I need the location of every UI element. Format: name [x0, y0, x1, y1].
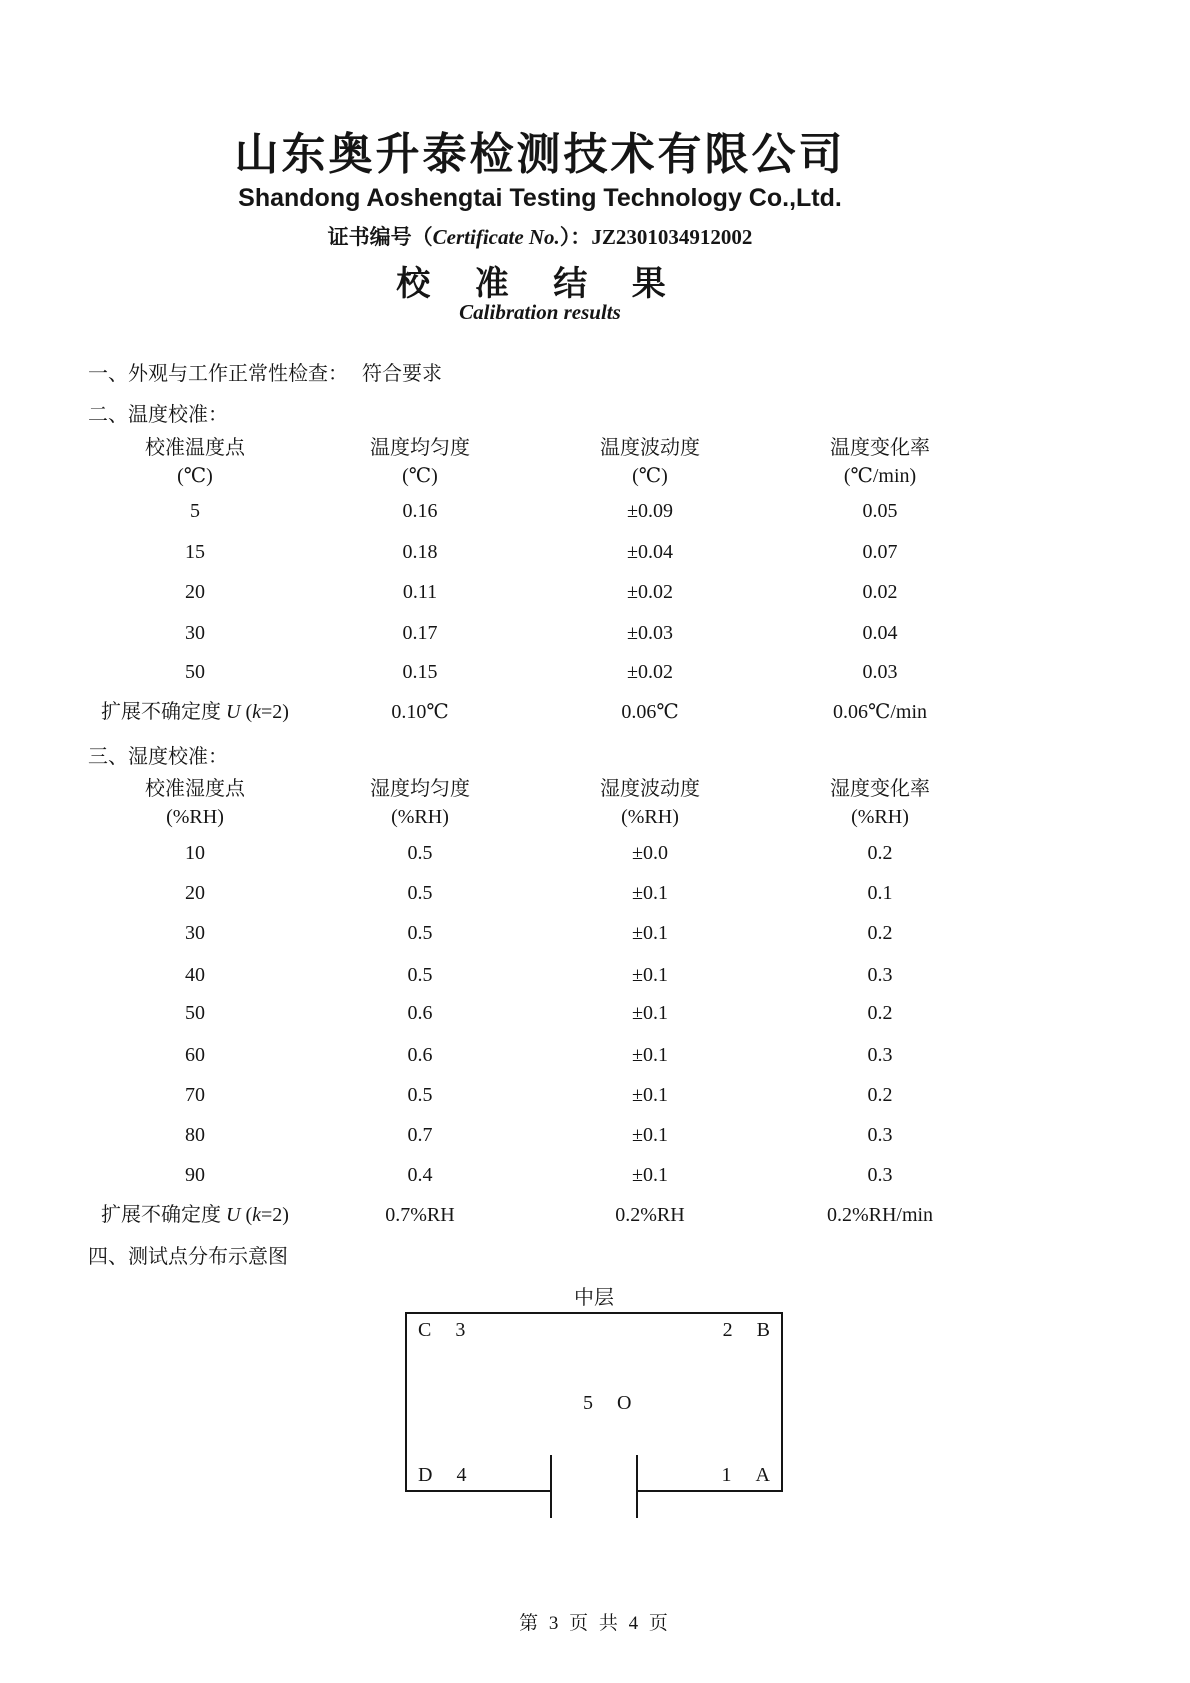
hum-cell: 50: [185, 1002, 205, 1024]
hum-unit: (%RH): [851, 806, 909, 828]
temp-uncertainty-label: [85, 699, 305, 725]
uncertainty-k: k: [252, 1204, 262, 1226]
hum-cell: 0.3: [867, 1044, 893, 1066]
hum-table-row: [85, 1162, 995, 1188]
temp-cell: 5: [190, 500, 200, 522]
hum-cell: ±0.0: [632, 842, 668, 864]
point-number: 4: [456, 1464, 467, 1486]
hum-table-row: [85, 1000, 995, 1026]
temp-unit: (℃): [177, 465, 213, 487]
uncertainty-u: U: [226, 701, 241, 723]
hum-cell: 0.4: [407, 1164, 433, 1186]
hum-cell: 0.6: [407, 1044, 433, 1066]
temp-cell: ±0.02: [627, 661, 673, 683]
point-number: 5: [583, 1392, 593, 1414]
temp-unit: (℃/min): [843, 465, 917, 487]
hum-cell: 0.5: [407, 964, 433, 986]
temp-table-units-row: [85, 463, 995, 489]
temp-table-row: [85, 620, 995, 646]
company-name-cn: 山东奥升泰检测技术有限公司: [234, 130, 846, 179]
temp-table-row: [85, 579, 995, 605]
company-name-en: Shandong Aoshengtai Testing Technology Co.,Ltd.: [238, 184, 842, 212]
uncertainty-text: (: [240, 1204, 253, 1226]
hum-uncertainty-row: [85, 1202, 995, 1228]
temp-table-row: [85, 498, 995, 524]
temp-cell: ±0.03: [627, 622, 673, 644]
temp-cell: 0.17: [402, 622, 438, 644]
hum-unit: (%RH): [621, 806, 679, 828]
temp-uncertainty-value: 0.10℃: [391, 701, 449, 723]
section-2-label: 二、温度校准：: [88, 404, 228, 426]
point-number: 3: [455, 1319, 466, 1341]
diagram-point-bottom-left: [418, 1462, 466, 1488]
temp-unit: (℃): [402, 465, 438, 487]
diagram-door-gap: [552, 1487, 636, 1495]
diagram-point-bottom-right: [650, 1462, 770, 1488]
section-3-label: 三、湿度校准：: [88, 746, 228, 768]
diagram-door-right-line: [636, 1455, 638, 1518]
diagram-layer-label: 中层: [574, 1287, 614, 1309]
hum-table-row: [85, 1082, 995, 1108]
certificate-number: JZ2301034912002: [591, 225, 753, 249]
certificate-suffix: ）：: [559, 225, 592, 249]
hum-table-row: [85, 840, 995, 866]
certificate-label-en: Certificate No.: [432, 225, 560, 249]
temp-cell: 0.11: [402, 581, 438, 603]
temp-cell: 0.15: [402, 661, 438, 683]
hum-cell: 20: [185, 882, 205, 904]
hum-uncertainty-value: 0.2%RH/min: [826, 1204, 934, 1226]
certificate-prefix: 证书编号（: [327, 225, 433, 249]
hum-header-uniformity: 湿度均匀度: [370, 778, 470, 800]
hum-cell: 0.3: [867, 1164, 893, 1186]
hum-table-row: [85, 962, 995, 988]
temp-cell: 20: [185, 581, 205, 603]
temp-cell: 0.18: [402, 541, 438, 563]
hum-cell: 0.6: [407, 1002, 433, 1024]
hum-cell: 0.3: [867, 1124, 893, 1146]
hum-cell: 0.1: [867, 882, 893, 904]
hum-cell: 0.7: [407, 1124, 433, 1146]
temp-cell: ±0.02: [627, 581, 673, 603]
point-label: C: [418, 1319, 432, 1341]
hum-cell: 30: [185, 922, 205, 944]
hum-cell: ±0.1: [632, 1124, 668, 1146]
page-number: 第 3 页 共 4 页: [519, 1613, 671, 1634]
hum-header-point: 校准湿度点: [145, 778, 245, 800]
diagram-point-top-right: [650, 1317, 770, 1343]
temp-cell: 0.16: [402, 500, 438, 522]
point-label: B: [756, 1319, 770, 1341]
hum-cell: ±0.1: [632, 1164, 668, 1186]
hum-cell: ±0.1: [632, 922, 668, 944]
certificate-line: [0, 221, 1080, 251]
temp-cell: ±0.04: [627, 541, 673, 563]
page-title-en: Calibration results: [459, 300, 621, 324]
hum-table-row: [85, 920, 995, 946]
hum-cell: ±0.1: [632, 964, 668, 986]
hum-uncertainty-value: 0.2%RH: [615, 1204, 685, 1226]
uncertainty-text: (: [240, 701, 253, 723]
hum-cell: 80: [185, 1124, 205, 1146]
diagram-point-center: [583, 1390, 631, 1416]
uncertainty-text: 扩展不确定度: [101, 1204, 227, 1226]
hum-cell: 40: [185, 964, 205, 986]
hum-table-header-row: [85, 776, 995, 802]
hum-cell: 90: [185, 1164, 205, 1186]
hum-cell: ±0.1: [632, 1084, 668, 1106]
hum-cell: 0.5: [407, 922, 433, 944]
temp-cell: 0.02: [862, 581, 898, 603]
temp-uncertainty-value: 0.06℃/min: [832, 701, 928, 723]
temp-cell: 0.07: [862, 541, 898, 563]
temp-unit: (℃): [632, 465, 668, 487]
hum-cell: ±0.1: [632, 1044, 668, 1066]
uncertainty-k: k: [252, 701, 262, 723]
hum-cell: ±0.1: [632, 882, 668, 904]
hum-table-row: [85, 880, 995, 906]
hum-cell: 0.2: [867, 842, 893, 864]
hum-cell: 0.2: [867, 922, 893, 944]
hum-table-row: [85, 1042, 995, 1068]
temp-header-fluctuation: 温度波动度: [600, 437, 700, 459]
hum-cell: 0.5: [407, 842, 433, 864]
temp-cell: 15: [185, 541, 205, 563]
uncertainty-text: 扩展不确定度: [101, 701, 227, 723]
temp-cell: 30: [185, 622, 205, 644]
hum-cell: 0.5: [407, 882, 433, 904]
section-1-label: 一、外观与工作正常性检查：: [88, 363, 348, 385]
hum-header-fluctuation: 湿度波动度: [600, 778, 700, 800]
hum-uncertainty-value: 0.7%RH: [385, 1204, 455, 1226]
page-title-cn: 校 准 结 果: [396, 266, 684, 303]
temp-uncertainty-value: 0.06℃: [621, 701, 679, 723]
temp-cell: 50: [185, 661, 205, 683]
hum-cell: ±0.1: [632, 1002, 668, 1024]
uncertainty-text: =2): [261, 1204, 289, 1226]
temp-header-point: 校准温度点: [145, 437, 245, 459]
hum-uncertainty-label: [85, 1202, 305, 1228]
hum-unit: (%RH): [166, 806, 224, 828]
hum-table-row: [85, 1122, 995, 1148]
temp-uncertainty-row: [85, 699, 995, 725]
hum-cell: 0.3: [867, 964, 893, 986]
point-number: 1: [721, 1464, 732, 1486]
point-label: O: [617, 1392, 632, 1414]
temp-table-row: [85, 659, 995, 685]
hum-cell: 60: [185, 1044, 205, 1066]
temp-header-uniformity: 温度均匀度: [370, 437, 470, 459]
hum-header-rate: 湿度变化率: [830, 778, 930, 800]
hum-unit: (%RH): [391, 806, 449, 828]
uncertainty-u: U: [226, 1204, 241, 1226]
hum-cell: 0.2: [867, 1002, 893, 1024]
point-label: D: [418, 1464, 433, 1486]
point-number: 2: [722, 1319, 733, 1341]
section-4-label: 四、测试点分布示意图: [88, 1246, 288, 1268]
section-1-value: 符合要求: [362, 363, 442, 385]
hum-cell: 10: [185, 842, 205, 864]
diagram-door-left-line: [550, 1455, 552, 1518]
temp-header-rate: 温度变化率: [830, 437, 930, 459]
uncertainty-text: =2): [261, 701, 289, 723]
diagram-point-top-left: [418, 1317, 465, 1343]
temp-cell: ±0.09: [627, 500, 673, 522]
hum-cell: 0.5: [407, 1084, 433, 1106]
temp-table-header-row: [85, 435, 995, 461]
temp-cell: 0.03: [862, 661, 898, 683]
hum-cell: 70: [185, 1084, 205, 1106]
temp-cell: 0.04: [862, 622, 898, 644]
temp-cell: 0.05: [862, 500, 898, 522]
hum-cell: 0.2: [867, 1084, 893, 1106]
point-label: A: [755, 1464, 770, 1486]
hum-table-units-row: [85, 804, 995, 830]
temp-table-row: [85, 539, 995, 565]
